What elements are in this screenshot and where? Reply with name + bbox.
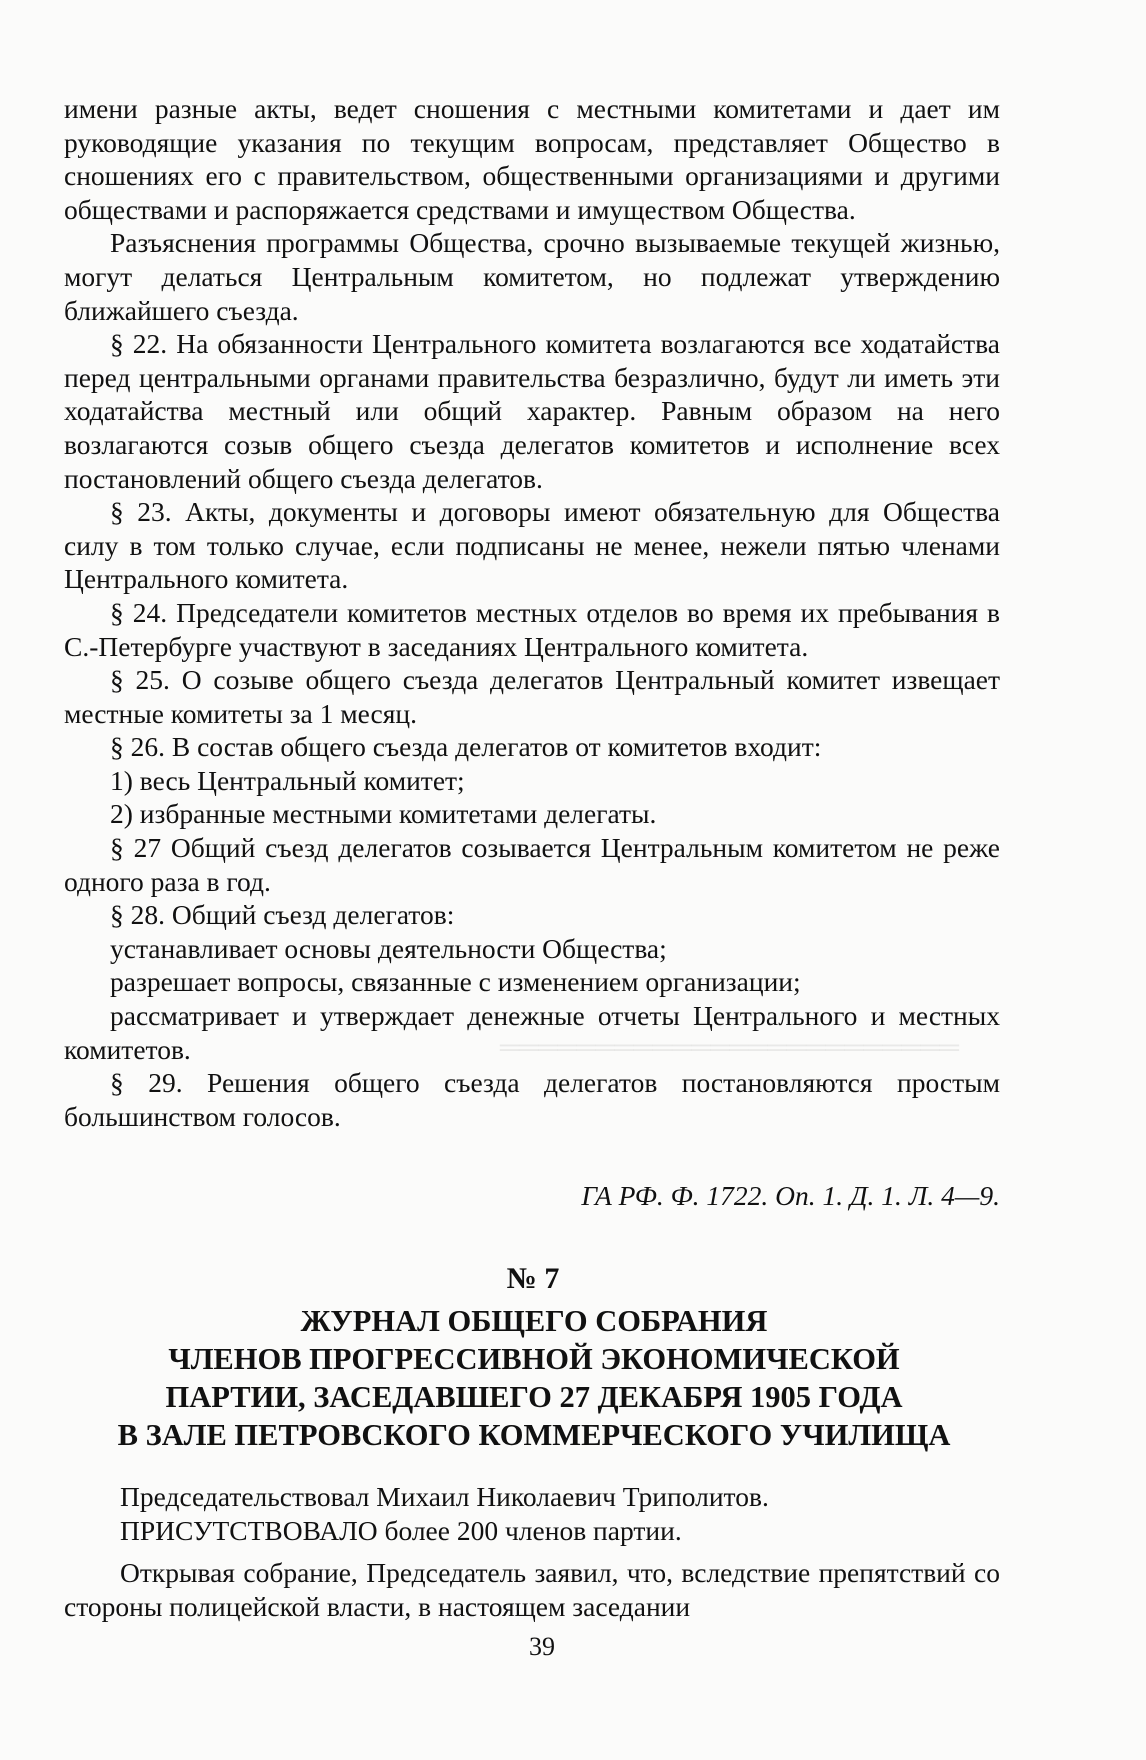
list-item: 1) весь Центральный комитет;: [110, 764, 465, 796]
document-title: [64, 1302, 1004, 1454]
page-number: 39: [529, 1632, 555, 1661]
document-body: [64, 1480, 1000, 1624]
list-item: рассматривает и утверждает денежные отчеты Центрального и местных комитетов.: [64, 1000, 1000, 1065]
title-line: ЧЛЕНОВ ПРОГРЕССИВНОЙ ЭКОНОМИЧЕСКОЙ: [168, 1342, 900, 1376]
attendance-line: ПРИСУТСТВОВАЛО более 200 членов партии.: [120, 1515, 682, 1546]
title-line: В ЗАЛЕ ПЕТРОВСКОГО КОММЕРЧЕСКОГО УЧИЛИЩА: [117, 1418, 951, 1452]
list-item: разрешает вопросы, связанные с изменением организации;: [110, 966, 801, 998]
main-text: [64, 92, 1000, 1133]
opening-paragraph: Открывая собрание, Председатель заявил, что, вследствие препятствий со стороны полицейской власти, в настоящем заседании: [64, 1557, 1000, 1622]
paragraph: § 23. Акты, документы и договоры имеют обязательную для Общества силу в том только случае, если подписаны не менее, нежели пятью членами Центрального комитета.: [64, 496, 1000, 595]
paragraph: § 22. На обязанности Центрального комитета возлагаются все ходатайства перед центральными органами правительства безразлично, будут ли иметь эти ходатайства местный или общий характер. Равным образом на него возлагаются созыв общего съезда делегатов комитетов и исполнение всех постановлений общего съезда делегатов.: [64, 328, 1000, 494]
archive-source-reference: ГА РФ. Ф. 1722. Оп. 1. Д. 1. Л. 4—9.: [581, 1180, 1000, 1211]
paragraph: Разъяснения программы Общества, срочно вызываемые текущей жизнью, могут делаться Центральным комитетом, но подлежат утверждению ближайшего съезда.: [64, 227, 1000, 326]
paragraph: имени разные акты, ведет сношения с местными комитетами и дает им руководящие указания по текущим вопросам, представляет Общество в сношениях его с правительством, общественными организациями и другими обществами и распоряжается средствами и имуществом Общества.: [64, 93, 1000, 225]
paragraph: § 26. В состав общего съезда делегатов от комитетов входит:: [110, 731, 822, 763]
paragraph: § 27 Общий съезд делегатов созывается Центральным комитетом не реже одного раза в год.: [64, 832, 1000, 897]
paragraph: § 24. Председатели комитетов местных отделов во время их пребывания в С.-Петербурге участвуют в заседаниях Центрального комитета.: [64, 596, 1000, 662]
bleed-through-texture: ════════════════════════: [500, 1032, 960, 1062]
title-line: ЖУРНАЛ ОБЩЕГО СОБРАНИЯ: [300, 1304, 768, 1338]
list-item: устанавливает основы деятельности Общества;: [110, 932, 667, 964]
paragraph: § 25. О созыве общего съезда делегатов Центральный комитет извещает местные комитеты за 1 месяц.: [64, 664, 1000, 729]
paragraph: § 29. Решения общего съезда делегатов постановляются простым большинством голосов.: [64, 1067, 1000, 1132]
title-line: ПАРТИИ, ЗАСЕДАВШЕГО 27 ДЕКАБРЯ 1905 ГОДА: [165, 1380, 903, 1414]
paragraph: § 28. Общий съезд делегатов:: [110, 899, 455, 931]
list-item: 2) избранные местными комитетами делегаты.: [110, 798, 657, 830]
presided-line: Председательствовал Михаил Николаевич Триполитов.: [120, 1481, 769, 1512]
document-number: № 7: [506, 1262, 560, 1295]
